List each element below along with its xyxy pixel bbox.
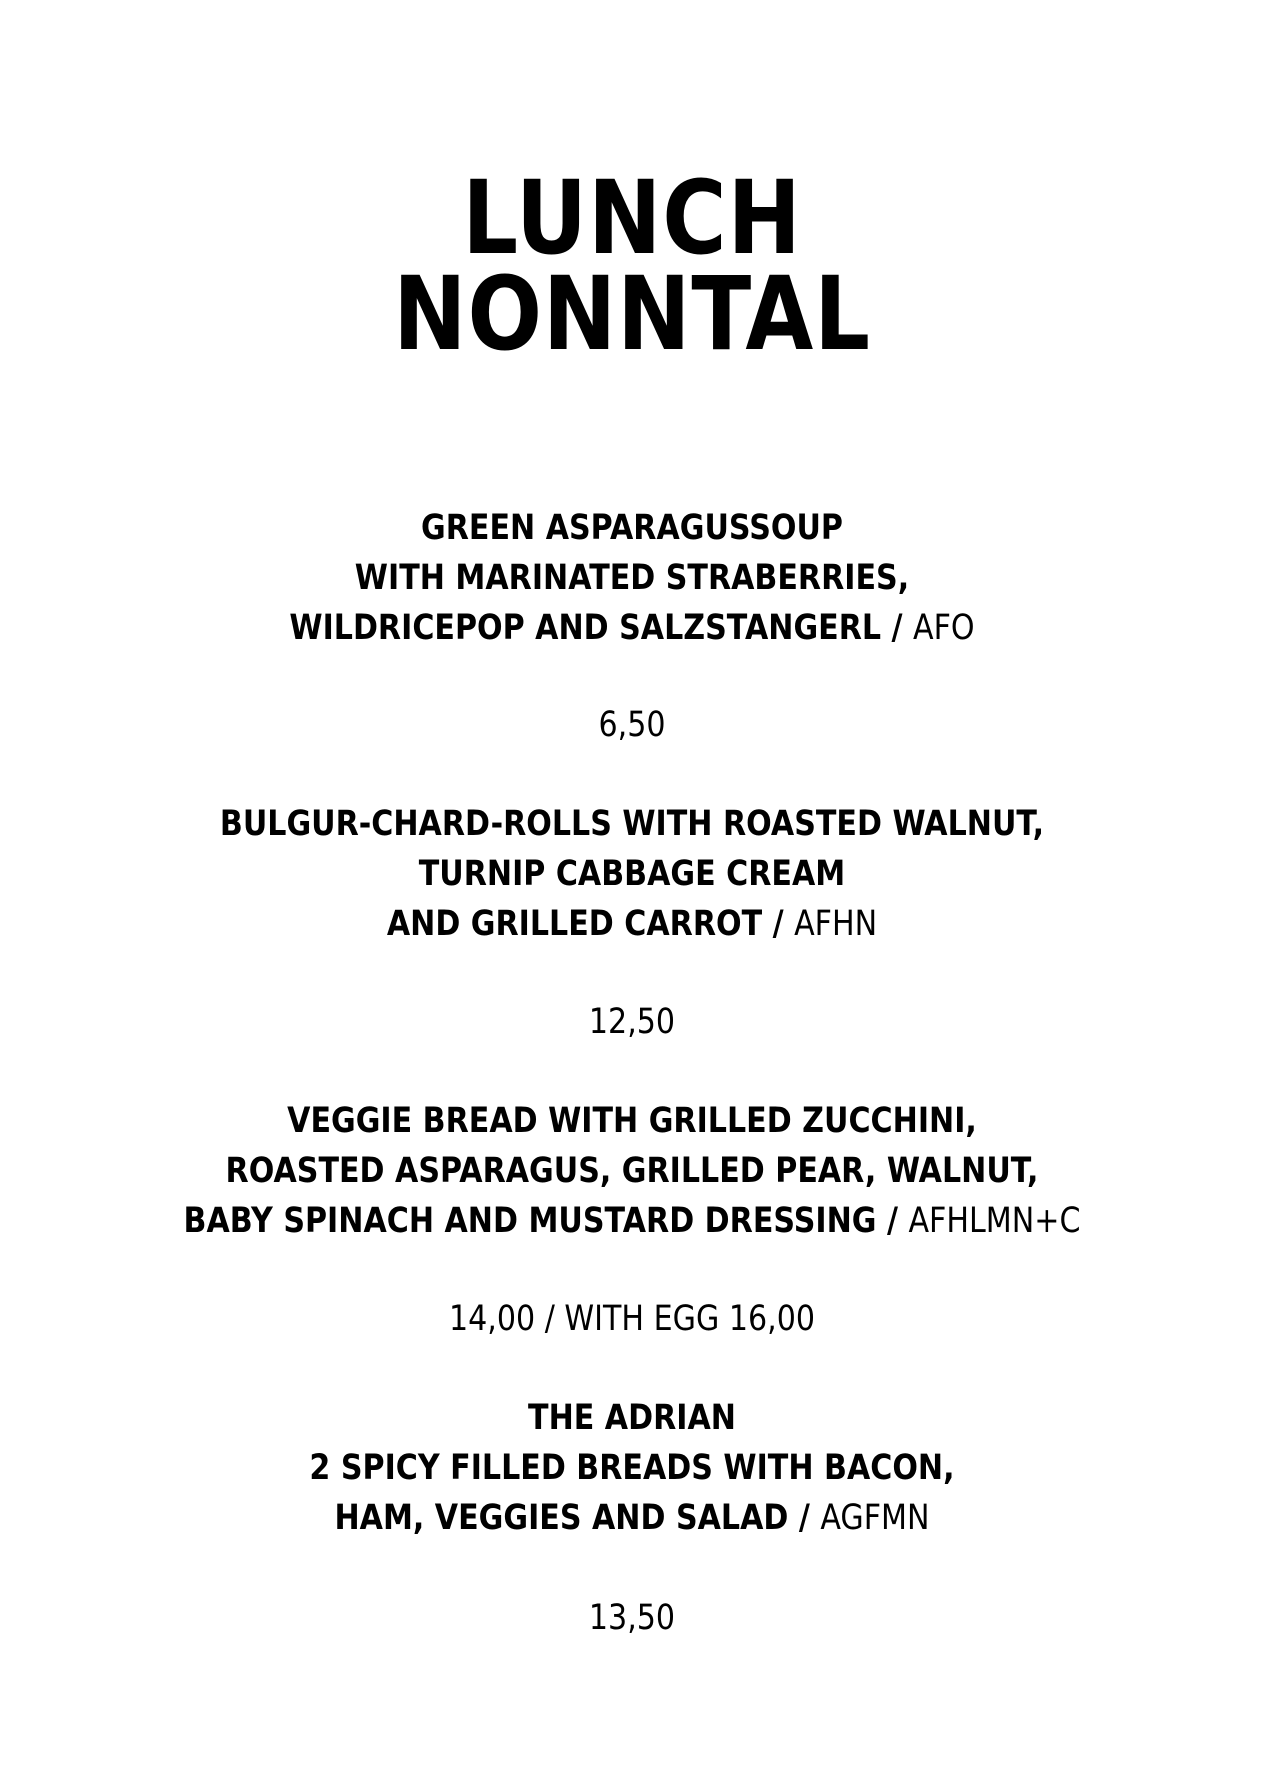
menu-item-1-line-1: GREEN ASPARAGUSSOUP xyxy=(421,508,843,548)
menu-item-1-line-3 xyxy=(88,608,1175,648)
menu-item-3-line-3-text: BABY SPINACH AND MUSTARD DRESSING / xyxy=(183,1201,898,1241)
menu-item-4-line-1: THE ADRIAN xyxy=(528,1398,736,1438)
menu-item-3-line-1: VEGGIE BREAD WITH GRILLED ZUCCHINI, xyxy=(287,1101,977,1141)
menu-item-4-line-3 xyxy=(88,1498,1175,1538)
menu-item-4-allergens: AGFMN xyxy=(820,1498,930,1538)
menu-item-2-allergens: AFHN xyxy=(794,904,878,944)
menu-item-2-line-2: TURNIP CABBAGE CREAM xyxy=(418,854,846,894)
menu-item-4-line-2: 2 SPICY FILLED BREADS WITH BACON, xyxy=(309,1448,955,1488)
menu-item-4-price: 13,50 xyxy=(588,1598,676,1638)
menu-item-4-line-3-text: HAM, VEGGIES AND SALAD / xyxy=(334,1498,810,1538)
menu-item-1-price: 6,50 xyxy=(598,705,666,745)
menu-item-2-line-3 xyxy=(88,904,1175,944)
menu-item-1-line-2: WITH MARINATED STRABERRIES, xyxy=(354,558,910,598)
menu-item-2-line-1: BULGUR-CHARD-ROLLS WITH ROASTED WALNUT, xyxy=(219,804,1045,844)
menu-item-2-line-3-text: AND GRILLED CARROT / xyxy=(386,904,784,944)
menu-item-3-line-3 xyxy=(88,1201,1175,1241)
menu-title-line-2: NONNTAL xyxy=(393,255,871,374)
menu-item-3-price: 14,00 / WITH EGG 16,00 xyxy=(448,1299,816,1339)
menu-item-1-allergens: AFO xyxy=(913,608,975,648)
menu-item-1-line-3-text: WILDRICEPOP AND SALZSTANGERL / xyxy=(289,608,903,648)
menu-item-3-line-2: ROASTED ASPARAGUS, GRILLED PEAR, WALNUT, xyxy=(225,1151,1039,1191)
menu-item-3-allergens: AFHLMN+C xyxy=(908,1201,1081,1241)
menu-item-2-price: 12,50 xyxy=(588,1002,676,1042)
menu-title-line-1: LUNCH xyxy=(462,159,802,278)
